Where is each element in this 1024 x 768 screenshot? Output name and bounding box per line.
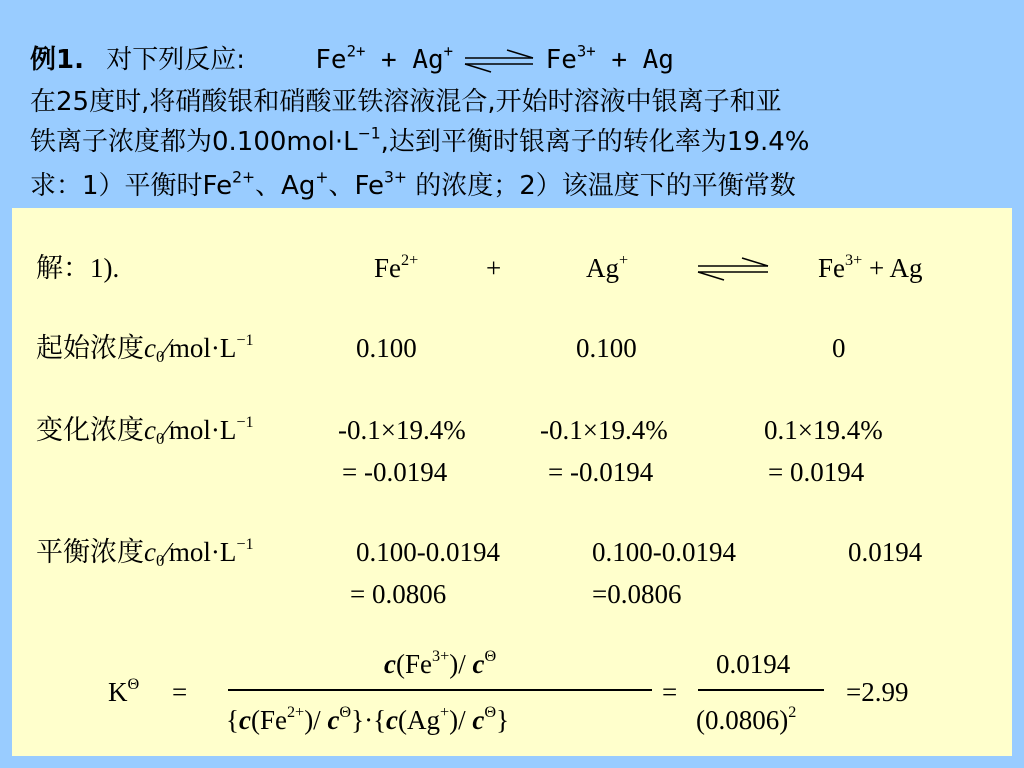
k-denominator: {$c(Fe^{2+})/$ $c^\Theta\}\cdot\{c(Ag^+)/$ $c^\Theta$} xyxy=(226,702,510,735)
k-result: =2.99 xyxy=(846,677,909,707)
solution-equilibrium-arrow-icon xyxy=(696,256,770,282)
question-line-1 xyxy=(30,44,674,76)
row-change-fe3-result: = 0.0194 xyxy=(768,457,865,487)
row-equilibrium-label: 平衡浓度$c_0⁄mol\cdot L^{-1}$ xyxy=(36,534,254,571)
equilibrium-arrow-icon xyxy=(463,47,535,75)
row-change-fe2-result: = -0.0194 xyxy=(342,457,448,487)
row-initial-fe3: 0 xyxy=(832,333,846,363)
k-fraction2-numerator: 0.0194 xyxy=(716,649,791,679)
row-equilibrium-fe2-result: = 0.0806 xyxy=(350,579,447,609)
k-fraction2-denominator: $(0.0806)^2$ xyxy=(696,702,797,735)
row-change-ag: -0.1×19.4% xyxy=(540,415,668,445)
k-numerator: $c(Fe^{3+})/$ $c^\Theta$ xyxy=(384,646,497,679)
solution-fe3-header: $Fe^{3+} + Ag$ xyxy=(818,250,923,283)
k-equals-2: = xyxy=(662,677,678,707)
k-symbol: $K^\Theta$ xyxy=(108,674,140,707)
row-equilibrium-ag-result: =0.0806 xyxy=(592,579,682,609)
reaction-products: $Fe^{3+} + Ag$ xyxy=(545,42,674,75)
row-equilibrium-fe3: 0.0194 xyxy=(848,537,923,567)
question-line-4: 求：1）平衡时$Fe^{2+}$、Ag+、$Fe^{3+}$ 的浓度；2）该温度下的平衡常数 xyxy=(30,168,796,201)
k-equals: = xyxy=(172,677,188,707)
solution-plus-header: + xyxy=(486,253,502,283)
row-initial-fe2: 0.100 xyxy=(356,333,417,363)
question-line-2: 在25度时,将硝酸银和硝酸亚铁溶液混合,开始时溶液中银离子和亚 xyxy=(30,87,782,117)
example-label: 例1. xyxy=(30,45,84,75)
k-fraction-bar xyxy=(228,689,652,691)
row-initial-ag: 0.100 xyxy=(576,333,637,363)
row-change-fe3: 0.1×19.4% xyxy=(764,415,883,445)
row-equilibrium-fe2: 0.100-0.0194 xyxy=(356,537,500,567)
solution-ag-header: Ag+ xyxy=(586,250,629,283)
question-line-3: 铁离子浓度都为$0.100mol\cdot L^{-1}$,达到平衡时银离子的转化率为19.4% xyxy=(30,124,810,157)
row-change-fe2: -0.1×19.4% xyxy=(338,415,466,445)
question-prompt: 对下列反应: xyxy=(106,45,245,75)
row-change-label: 变化浓度$c_0⁄mol\cdot L^{-1}$ xyxy=(36,412,254,449)
solution-fe2-header: $Fe^{2+}$ xyxy=(374,250,419,283)
solution-panel xyxy=(12,208,1012,756)
k-fraction2-bar xyxy=(698,689,824,691)
reaction-reactants: $Fe^{2+} + Ag^+$ xyxy=(315,42,454,75)
row-initial-label: 起始浓度$c_0⁄mol\cdot L^{-1}$ xyxy=(36,330,254,367)
row-change-ag-result: = -0.0194 xyxy=(548,457,654,487)
row-equilibrium-ag: 0.100-0.0194 xyxy=(592,537,736,567)
solution-label: 解：1). xyxy=(36,253,120,283)
